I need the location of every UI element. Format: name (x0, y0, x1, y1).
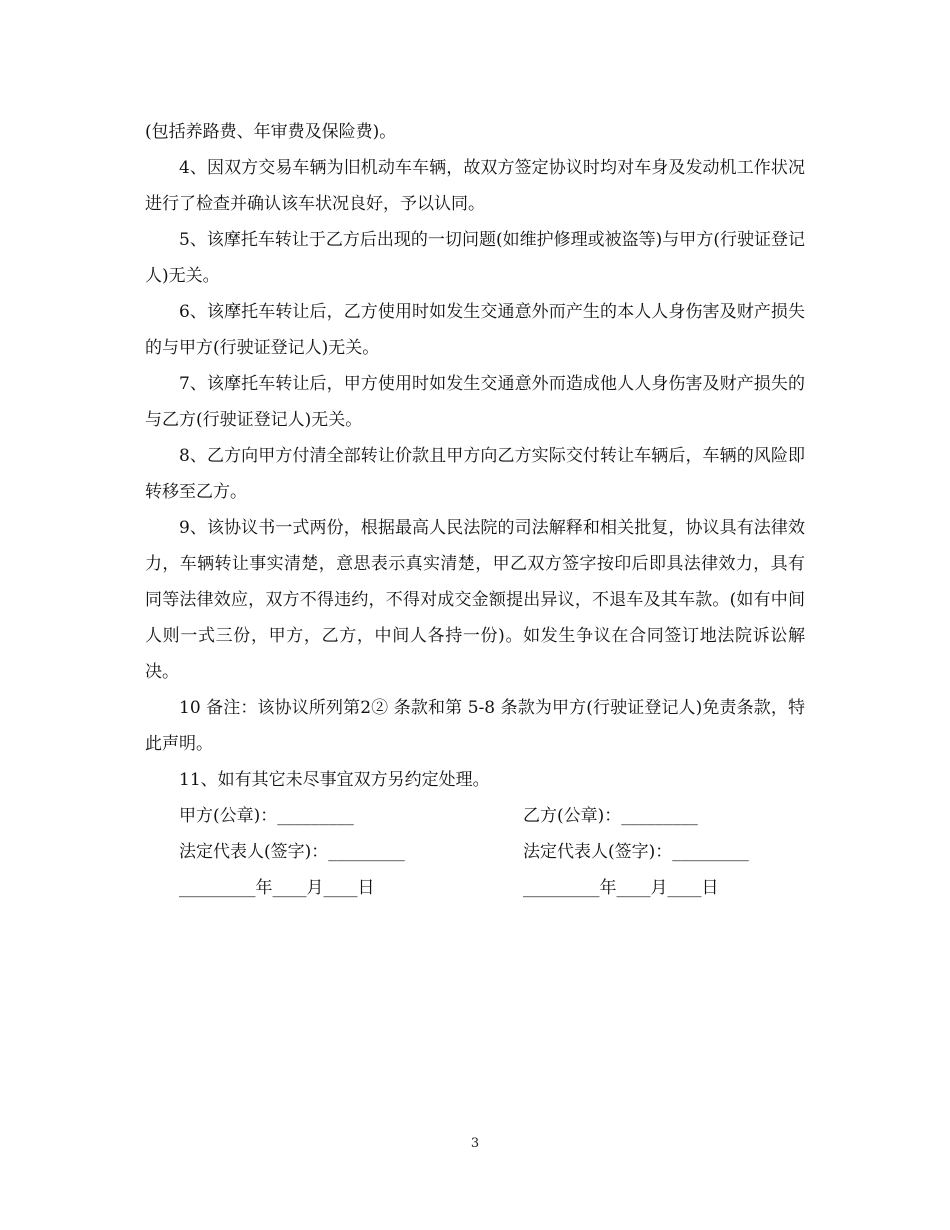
agreement-body (145, 114, 805, 906)
clause-9: 9、该协议书一式两份，根据最高人民法院的司法解释和相关批复，协议具有法律效力，车辆转让事实清楚，意思表示真实清楚，甲乙双方签字按印后即具法律效力，具有同等法律效应，双方不得违约，不得对成交金额提出异议，不退车及其车款。(如有中间人则一式三份，甲方，乙方，中间人各持一份)。如发生争议在合同签订地法院诉讼解决。 (145, 518, 805, 682)
party-b-representative: 法定代表人(签字)：_________ (523, 842, 749, 862)
signature-block (145, 798, 805, 906)
clause-4: 4、因双方交易车辆为旧机动车车辆，故双方签定协议时均对车身及发动机工作状况进行了检查并确认该车状况良好，予以认同。 (145, 158, 805, 214)
party-a-representative: 法定代表人(签字)：_________ (179, 842, 405, 862)
party-b-date: _________年____月____日 (523, 878, 719, 898)
paragraph-fees: (包括养路费、年审费及保险费)。 (145, 122, 397, 142)
signature-row-seal (145, 798, 805, 834)
party-a-date: _________年____月____日 (179, 878, 375, 898)
clause-8: 8、乙方向甲方付清全部转让价款且甲方向乙方实际交付转让车辆后，车辆的风险即转移至乙方。 (145, 446, 805, 502)
party-a-seal: 甲方(公章)：_________ (179, 806, 354, 826)
party-b-seal: 乙方(公章)：_________ (523, 806, 698, 826)
clause-10-remark: 10 备注：该协议所列第2② 条款和第 5-8 条款为甲方(行驶证登记人)免责条款，特此声明。 (145, 698, 805, 754)
clause-7: 7、该摩托车转让后，甲方使用时如发生交通意外而造成他人人身伤害及财产损失的与乙方(行驶证登记人)无关。 (145, 374, 805, 430)
clause-6: 6、该摩托车转让后，乙方使用时如发生交通意外而产生的本人人身伤害及财产损失的与甲方(行驶证登记人)无关。 (145, 302, 805, 358)
clause-11: 11、如有其它未尽事宜双方另约定处理。 (179, 770, 490, 790)
page-number: 3 (470, 1136, 480, 1151)
clause-5: 5、该摩托车转让于乙方后出现的一切问题(如维护修理或被盗等)与甲方(行驶证登记人)无关。 (145, 230, 805, 286)
signature-row-date (145, 870, 805, 906)
signature-row-representative (145, 834, 805, 870)
